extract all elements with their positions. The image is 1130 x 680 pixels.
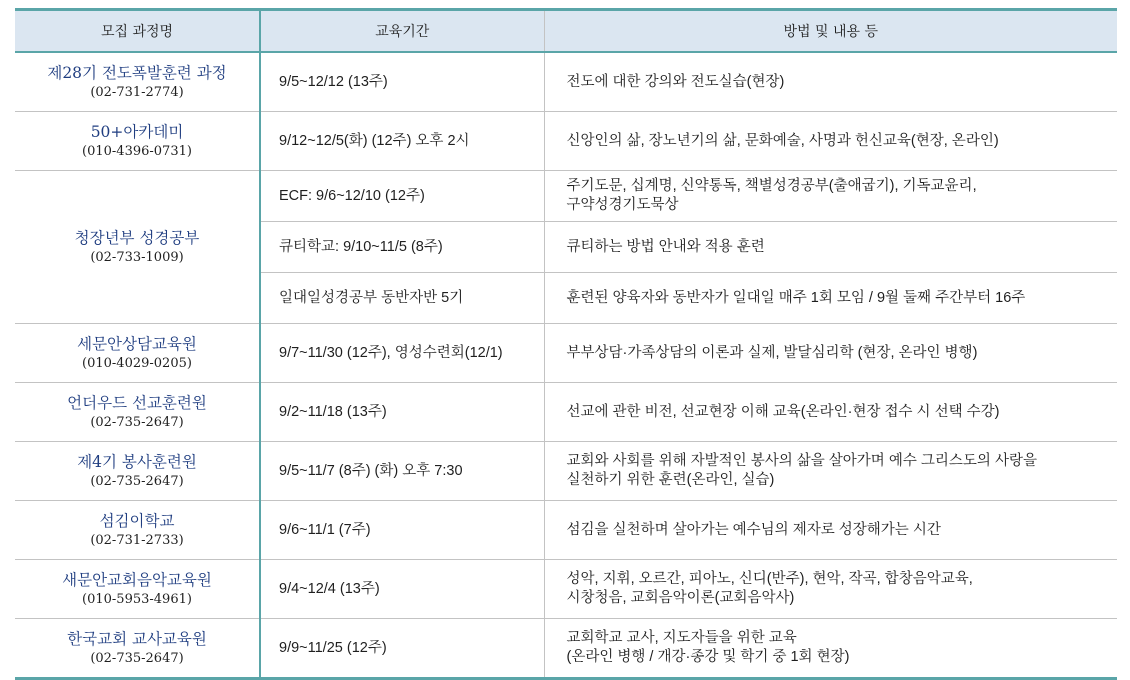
description-line: 부부상담·가족상담의 이론과 실제, 발달심리학 (현장, 온라인 병행) (566, 344, 978, 361)
program-name: 언더우드 선교훈련원 (67, 393, 207, 412)
description-line: 신앙인의 삶, 장노년기의 삶, 문화예술, 사명과 헌신교육(현장, 온라인) (566, 132, 999, 149)
table-row (15, 112, 1117, 171)
description-line: 교회학교 교사, 지도자들을 위한 교육 (566, 630, 797, 646)
table-row (15, 619, 1117, 679)
table-row (15, 171, 1117, 222)
period-cell: 큐티학교: 9/10~11/5 (8주) (260, 222, 544, 273)
description-line: (온라인 병행 / 개강·종강 및 학기 중 1회 현장) (566, 649, 850, 665)
description-cell (544, 52, 1117, 112)
table-row (15, 442, 1117, 501)
description-line: 큐티하는 방법 안내와 적용 훈련 (566, 238, 765, 255)
description-cell (544, 324, 1117, 383)
program-name-cell (15, 171, 260, 324)
table-row (15, 52, 1117, 112)
period-cell: 9/7~11/30 (12주), 영성수련회(12/1) (260, 324, 544, 383)
program-phone: (02-735-2647) (90, 414, 184, 430)
program-name: 세문안상담교육원 (77, 334, 197, 353)
program-phone: (010-4029-0205) (82, 355, 192, 371)
period-cell: 9/6~11/1 (7주) (260, 501, 544, 560)
table-header-row (15, 10, 1117, 53)
program-name-cell (15, 324, 260, 383)
program-phone: (02-731-2733) (90, 532, 184, 548)
header-description: 방법 및 내용 등 (544, 10, 1117, 53)
description-cell (544, 171, 1117, 222)
program-name: 50+아카데미 (90, 122, 184, 141)
description-line: 시창청음, 교회음악이론(교회음악사) (566, 590, 795, 606)
program-name: 제28기 전도폭발훈련 과정 (47, 63, 227, 82)
description-cell (544, 273, 1117, 324)
program-phone: (010-4396-0731) (82, 143, 192, 159)
description-line: 구약성경기도묵상 (566, 197, 679, 213)
table-row (15, 383, 1117, 442)
program-name: 섬김이학교 (99, 511, 175, 530)
description-line: 섬김을 실천하며 살아가는 예수님의 제자로 성장해가는 시간 (566, 521, 941, 538)
description-line: 선교에 관한 비전, 선교현장 이해 교육(온라인·현장 접수 시 선택 수강) (566, 403, 1000, 420)
program-name-cell (15, 442, 260, 501)
program-name: 새문안교회음악교육원 (62, 570, 212, 589)
period-cell: 9/2~11/18 (13주) (260, 383, 544, 442)
description-cell (544, 112, 1117, 171)
program-name-cell (15, 52, 260, 112)
program-table-container (15, 8, 1117, 680)
program-name-cell (15, 501, 260, 560)
table-body (15, 52, 1117, 679)
description-cell (544, 442, 1117, 501)
description-cell (544, 501, 1117, 560)
program-name-cell (15, 619, 260, 679)
period-cell: 일대일성경공부 동반자반 5기 (260, 273, 544, 324)
program-phone: (02-731-2774) (90, 84, 184, 100)
description-cell (544, 222, 1117, 273)
description-line: 훈련된 양육자와 동반자가 일대일 매주 1회 모임 / 9월 둘째 주간부터 16주 (566, 289, 1026, 306)
description-line: 실천하기 위한 훈련(온라인, 실습) (566, 472, 775, 488)
period-cell: 9/5~11/7 (8주) (화) 오후 7:30 (260, 442, 544, 501)
period-cell: 9/5~12/12 (13주) (260, 52, 544, 112)
program-table (15, 8, 1117, 680)
description-line: 전도에 대한 강의와 전도실습(현장) (566, 73, 785, 90)
table-row (15, 560, 1117, 619)
description-cell (544, 383, 1117, 442)
program-phone: (02-735-2647) (90, 473, 184, 489)
description-cell (544, 560, 1117, 619)
description-line: 주기도문, 십계명, 신약통독, 책별성경공부(출애굽기), 기독교윤리, (566, 178, 977, 194)
description-line: 교회와 사회를 위해 자발적인 봉사의 삶을 살아가며 예수 그리스도의 사랑을 (566, 453, 1037, 469)
program-name: 제4기 봉사훈련원 (77, 452, 197, 471)
program-name: 청장년부 성경공부 (74, 228, 200, 247)
description-line: 성악, 지휘, 오르간, 피아노, 신디(반주), 현악, 작곡, 합창음악교육, (566, 571, 973, 587)
description-cell (544, 619, 1117, 679)
program-phone: (010-5953-4961) (82, 591, 192, 607)
table-row (15, 324, 1117, 383)
period-cell: 9/9~11/25 (12주) (260, 619, 544, 679)
program-name-cell (15, 383, 260, 442)
program-name-cell (15, 560, 260, 619)
table-row (15, 501, 1117, 560)
period-cell: ECF: 9/6~12/10 (12주) (260, 171, 544, 222)
header-program: 모집 과정명 (15, 10, 260, 53)
program-name: 한국교회 교사교육원 (67, 629, 207, 648)
program-name-cell (15, 112, 260, 171)
program-phone: (02-735-2647) (90, 650, 184, 666)
header-period: 교육기간 (260, 10, 544, 53)
program-phone: (02-733-1009) (90, 249, 184, 265)
period-cell: 9/12~12/5(화) (12주) 오후 2시 (260, 112, 544, 171)
period-cell: 9/4~12/4 (13주) (260, 560, 544, 619)
